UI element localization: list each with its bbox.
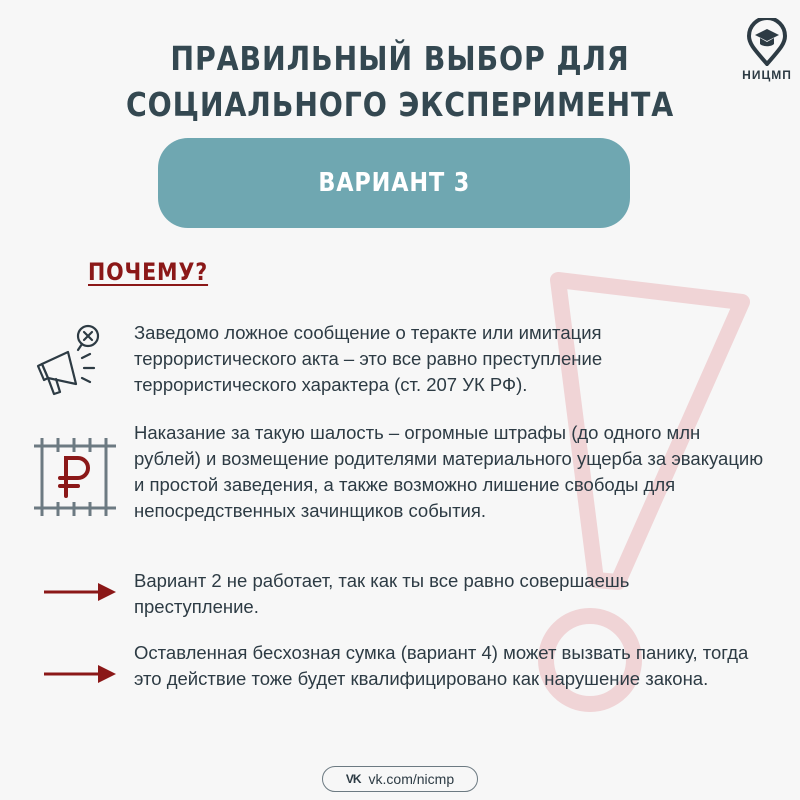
section-heading: ПОЧЕМУ? — [88, 258, 209, 286]
ruble-bars-icon — [32, 434, 118, 520]
title-line-2: СОЦИАЛЬНОГО ЭКСПЕРИМЕНТА — [125, 85, 675, 124]
list-item — [0, 568, 800, 622]
item-text: Заведомо ложное сообщение о теракте или имитация террористического акта – это все равно преступление террористического характера (ст. 207 УК РФ). — [134, 322, 603, 395]
page-title — [56, 36, 744, 128]
graduation-cap-pin-icon — [745, 18, 789, 66]
arrow-right-icon — [42, 580, 118, 604]
arrow-right-icon — [42, 662, 118, 686]
vk-link-pill[interactable] — [322, 766, 478, 792]
list-item — [0, 420, 800, 550]
logo-text: НИЦМП — [742, 68, 792, 82]
answer-banner — [158, 138, 630, 228]
title-line-1: ПРАВИЛЬНЫЙ ВЫБОР ДЛЯ — [170, 39, 630, 78]
item-text: Вариант 2 не работает, так как ты все равно совершаешь преступление. — [134, 570, 630, 617]
vk-icon: VK — [345, 772, 361, 786]
banner-label: ВАРИАНТ 3 — [318, 168, 470, 198]
item-text: Наказание за такую шалость – огромные штрафы (до одного млн рублей) и возмещение родителями материального ущерба за эвакуацию и простой заведения, а также возможно лишение свободы для непосредственных зачинщиков события. — [134, 422, 764, 521]
list-item — [0, 320, 800, 400]
vk-link[interactable]: vk.com/nicmp — [368, 771, 455, 787]
list-item — [0, 640, 800, 720]
megaphone-icon — [32, 322, 112, 402]
item-text: Оставленная бесхозная сумка (вариант 4) может вызвать панику, тогда это действие тоже будет квалифицировано как нарушение закона. — [134, 642, 749, 689]
